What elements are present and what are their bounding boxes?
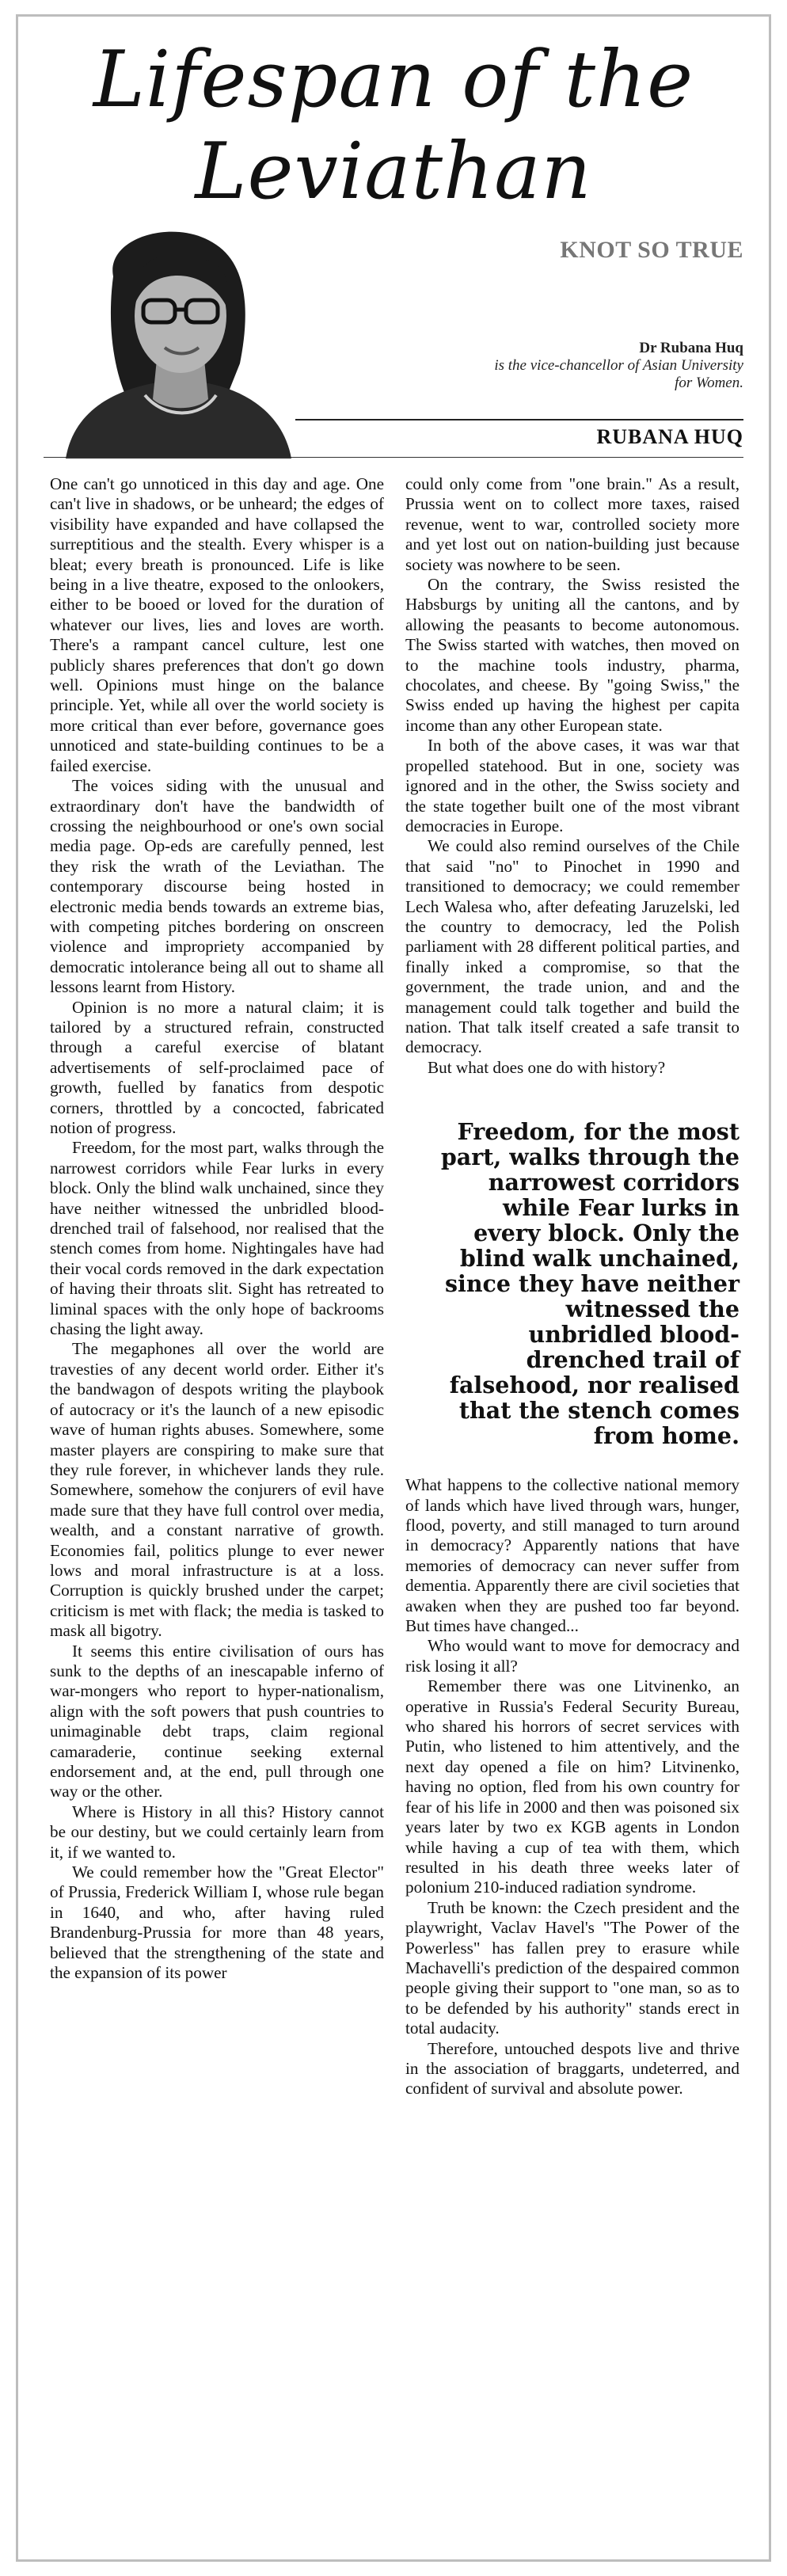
paragraph: The megaphones all over the world are travesties of any decent world order. Either it's the bandwagon of despots writing the playbook of autocracy or it's the launch of a new episodic wave of human rights abuses. Somewhere, some master players are conspiring to make sure that they rule forever, in whichever lands they rule. Somewhere, somehow the conjurers of evil have made sure that they have full control over media, wealth, and a constant narrative of growth. Economies fail, politics plunge to ever newer lows and moral infrastructure is at a loss. Corruption is quickly brushed under the carpet; criticism is met with flack; the media is tasked to mask all bigotry. xyxy=(50,1339,384,1641)
bio-name: Dr Rubana Huq xyxy=(639,340,743,356)
headline-line-1: Lifespan of the xyxy=(93,35,694,125)
paragraph: Freedom, for the most part, walks through the narrowest corridors while Fear lurks in every block. Only the blind walk unchained, since they have neither witnessed the unbridled blood-drenched trail of falsehood, nor realised that the stench comes from home. Nightingales have had their vocal cords removed in the dark expectation of having their throats slit. Sight has retreated to liminal spaces with the only hope of backrooms chasing the light away. xyxy=(50,1138,384,1339)
author-portrait xyxy=(58,221,295,459)
paragraph: Therefore, untouched despots live and thrive in the association of braggarts, undeterred, and confident of survival and absolute power. xyxy=(405,2038,739,2098)
paragraph: We could also remind ourselves of the Chile that said "no" to Pinochet in 1990 and transitioned to democracy; we could remember Lech Walesa who, after defeating Jaruzelski, led the country to democracy, led the Polish parliament with 28 different political parties, and finally inked a compromise, so that the government, the trade union, and and the management could talk together and build the nation. That talk itself created a safe transit to democracy. xyxy=(405,836,739,1057)
byline-rule-bottom xyxy=(44,457,743,458)
paragraph: One can't go unnoticed in this day and age. One can't live in shadows, or be unheard; the edges of visibility have expanded and have collapsed the surreptitious and the stealth. Every whisper is a bleat; every breath is pronounced. Life is like being in a live theatre, exposed to the onlookers, either to be booed or loved for the duration of whatever our lives, lies and loves are worth. There's a rampant cancel culture, lest one publicly shares preferences that don't go down well. Opinions must hinge on the balance principle. Yet, while all over the world society is more critical than ever before, governance goes unnoticed and state-building continues to be a failed exercise. xyxy=(50,474,384,775)
pull-quote: Freedom, for the most part, walks through the narrowest corridors while Fear lurks in every block. Only the blind walk unchained, since they have neither witnessed the unbridled blood-drenched trail of falsehood, nor realised that the stench comes from home. xyxy=(440,1118,739,1450)
column-name: KNOT SO TRUE xyxy=(560,237,743,263)
article-column-left xyxy=(50,474,384,1983)
byline-rule-top xyxy=(295,419,743,420)
headline-line-2: Leviathan xyxy=(195,127,592,217)
paragraph: could only come from "one brain." As a result, Prussia went on to collect more taxes, raised revenue, went to war, controlled society more and yet lost out on nation-building just because society was nowhere to be seen. xyxy=(405,474,739,574)
newspaper-clipping xyxy=(16,14,771,2562)
bio-role: is the vice-chancellor of Asian University for Women. xyxy=(494,357,743,391)
paragraph: The voices siding with the unusual and extraordinary don't have the bandwidth of crossing the neighbourhood or one's own social media page. Op-eds are carefully penned, lest they risk the wrath of the Leviathan. The contemporary discourse being hosted in electronic media bends towards an extreme bias, with competing pitches bordering on onscreen violence and impropriety accompanied by democratic intolerance being all out to shame all lessons learnt from History. xyxy=(50,776,384,997)
headline xyxy=(18,34,769,218)
paragraph: On the contrary, the Swiss resisted the Habsburgs by uniting all the cantons, and by allowing the peasants to become autonomous. The Swiss started with watches, then moved on to the machine tools industry, pharma, chocolates, and cheese. By "going Swiss," the Swiss ended up having the highest per capita income than any other European state. xyxy=(405,575,739,735)
paragraph: Who would want to move for democracy and risk losing it all? xyxy=(405,1636,739,1676)
paragraph: We could remember how the "Great Elector" of Prussia, Frederick William I, whose rule began in 1640, and who, after having ruled Brandenburg-Prussia for more than 48 years, believed that the strengthening of the state and the expansion of its power xyxy=(50,1863,384,1983)
paragraph: But what does one do with history? xyxy=(428,1057,666,1077)
byline: RUBANA HUQ xyxy=(596,425,743,448)
paragraph: Truth be known: the Czech president and the playwright, Vaclav Havel's "The Power of the Powerless" has fallen prey to erasure while Machavelli's prediction of the despaired common people giving their support to "one man, so as to to be defended by his authority" stands erect in total audacity. xyxy=(405,1897,739,2038)
paragraph: In both of the above cases, it was war that propelled statehood. But in one, society was ignored and in the other, the Swiss society and the state together built one of the most vibrant democracies in Europe. xyxy=(405,736,739,835)
paragraph: What happens to the collective national memory of lands which have lived through wars, hunger, flood, poverty, and still managed to turn around in democracy? Apparently nations that have memories of democracy can never suffer from dementia. Apparently there are civil societies that awaken when they are pushed too far beyond. But times have changed... xyxy=(405,1475,739,1636)
paragraph: It seems this entire civilisation of ours has sunk to the depths of an inescapable inferno of war-mongers who report to hyper-nationalism, align with the soft powers that push countries to unimaginable debt traps, claim regional camaraderie, continue seeking external endorsement and, at the end, pull through one way or the other. xyxy=(50,1641,384,1802)
paragraph: Opinion is no more a natural claim; it is tailored by a structured refrain, constructed through a careful exercise of blatant advertisements of self-proclaimed pace of growth, fuelled by fanatics from despotic corners, throttled by a concocted, fabricated notion of progress. xyxy=(50,997,384,1137)
article-column-right xyxy=(405,474,739,2099)
paragraph: Where is History in all this? History cannot be our destiny, but we could certainly learn from it, if we wanted to. xyxy=(50,1802,384,1862)
paragraph: Remember there was one Litvinenko, an operative in Russia's Federal Security Bureau, who shared his horrors of secret services with Putin, who listened to him attentively, and the next day opened a file on him? Litvinenko, having no option, fled from his own country for fear of his life in 2000 and then was poisoned six years later by two ex KGB agents in London while having a cup of tea with them, which resulted in his death three weeks later of polonium 210-induced radiation syndrome. xyxy=(405,1676,739,1897)
author-bio xyxy=(474,340,743,392)
